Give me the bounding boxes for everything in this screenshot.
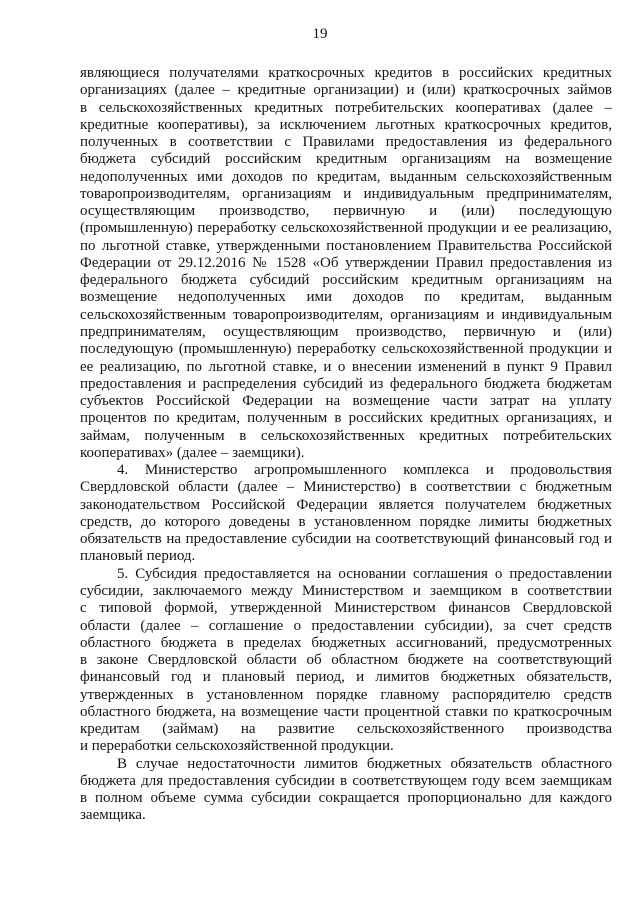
text-line: товаропроизводителям, организациям и индивидуальным предпринимателям, bbox=[80, 185, 612, 202]
document-body bbox=[80, 65, 612, 825]
text-line: возмещение недополученных ими доходов по кредитам, выданным bbox=[80, 289, 612, 306]
text-line: по льготной ставке, утвержденными постановлением Правительства Российской bbox=[80, 237, 612, 254]
text-line: в законе Свердловской области об областном бюджете на соответствующий bbox=[80, 652, 612, 669]
text-line: 4. Министерство агропромышленного комплекса и продовольствия bbox=[117, 462, 612, 479]
text-line: в полном объеме сумма субсидии сокращается пропорционально для каждого bbox=[80, 790, 612, 807]
text-line: областного бюджета, на возмещение части процентной ставки по краткосрочным bbox=[80, 703, 612, 720]
text-line: бюджета субсидий российским кредитным организациям на возмещение bbox=[80, 151, 612, 168]
paragraph-5 bbox=[80, 566, 612, 756]
text-line: последующую (промышленную) переработку сельскохозяйственной продукции и bbox=[80, 341, 612, 358]
text-line: (промышленную) переработку сельскохозяйственной продукции и ее реализацию, bbox=[80, 220, 612, 237]
text-line: процентов по кредитам, полученным в российских кредитных организациях, и bbox=[80, 410, 612, 427]
text-line: сельскохозяйственным товаропроизводителям, организациям и индивидуальным bbox=[80, 306, 612, 323]
text-line: законодательством Российской Федерации является получателем бюджетных bbox=[80, 496, 612, 513]
text-line: займам, полученным в сельскохозяйственных кредитных потребительских bbox=[80, 427, 612, 444]
text-line: заемщика. bbox=[80, 807, 146, 824]
text-line: области (далее – соглашение о предоставлении субсидии), за счет средств bbox=[80, 617, 612, 634]
text-line: субсидии, заключаемого между Министерством и заемщиком в соответствии bbox=[80, 582, 612, 599]
text-line: с типовой формой, утвержденной Министерством финансов Свердловской bbox=[80, 600, 612, 617]
paragraph-3-continuation bbox=[80, 65, 612, 462]
text-line: обязательств на предоставление субсидии на соответствующий финансовый год и bbox=[80, 531, 612, 548]
text-line: субъектов Российской Федерации на возмещение части затрат на уплату bbox=[80, 393, 612, 410]
text-line: недополученных ими доходов по кредитам, выданным сельскохозяйственным bbox=[80, 168, 612, 185]
paragraph-4 bbox=[80, 462, 612, 566]
paragraph-5-continuation bbox=[80, 756, 612, 825]
text-line: 5. Субсидия предоставляется на основании соглашения о предоставлении bbox=[117, 565, 612, 582]
text-line: кооперативах» (далее – заемщики). bbox=[80, 444, 305, 461]
text-line: бюджета для предоставления субсидии в соответствующем году всем заемщикам bbox=[80, 772, 612, 789]
text-line: Свердловской области (далее – Министерство) в соответствии с бюджетным bbox=[80, 479, 612, 496]
text-line: предпринимателям, осуществляющим производство, первичную и (или) bbox=[80, 323, 612, 340]
text-line: кредитам (займам) на развитие сельскохозяйственного производства bbox=[80, 721, 612, 738]
text-line: областного бюджета в пределах бюджетных ассигнований, предусмотренных bbox=[80, 634, 612, 651]
text-line: кредитные кооперативы), за исключением льготных краткосрочных кредитов, bbox=[80, 116, 612, 133]
text-line: и переработки сельскохозяйственной продукции. bbox=[80, 738, 394, 755]
text-line: В случае недостаточности лимитов бюджетных обязательств областного bbox=[117, 755, 612, 772]
text-line: ее реализацию, по льготной ставке, и о внесении изменений в пункт 9 Правил bbox=[80, 358, 612, 375]
text-line: федерального бюджета субсидий российским кредитным организациям на bbox=[80, 272, 612, 289]
page-number: 19 bbox=[312, 26, 328, 42]
text-line: утвержденных в установленном порядке главному распорядителю средств bbox=[80, 686, 612, 703]
text-line: осуществляющим производство, первичную и (или) последующую bbox=[80, 203, 612, 220]
text-line: финансовый год и плановый период, и лимитов бюджетных обязательств, bbox=[80, 669, 612, 686]
text-line: предоставления и распределения субсидий из федерального бюджета бюджетам bbox=[80, 375, 612, 392]
text-line: плановый период. bbox=[80, 548, 196, 565]
text-line: организациях (далее – кредитные организации) и (или) краткосрочных займов bbox=[80, 82, 612, 99]
text-line: средств, до которого доведены в установленном порядке лимиты бюджетных bbox=[80, 513, 612, 530]
text-line: в сельскохозяйственных кредитных потребительских кооперативах (далее – bbox=[80, 99, 612, 116]
text-line: полученных в соответствии с Правилами предоставления из федерального bbox=[80, 134, 612, 151]
text-line: являющиеся получателями краткосрочных кредитов в российских кредитных bbox=[80, 65, 612, 81]
text-line: Федерации от 29.12.2016 № 1528 «Об утверждении Правил предоставления из bbox=[80, 254, 612, 271]
